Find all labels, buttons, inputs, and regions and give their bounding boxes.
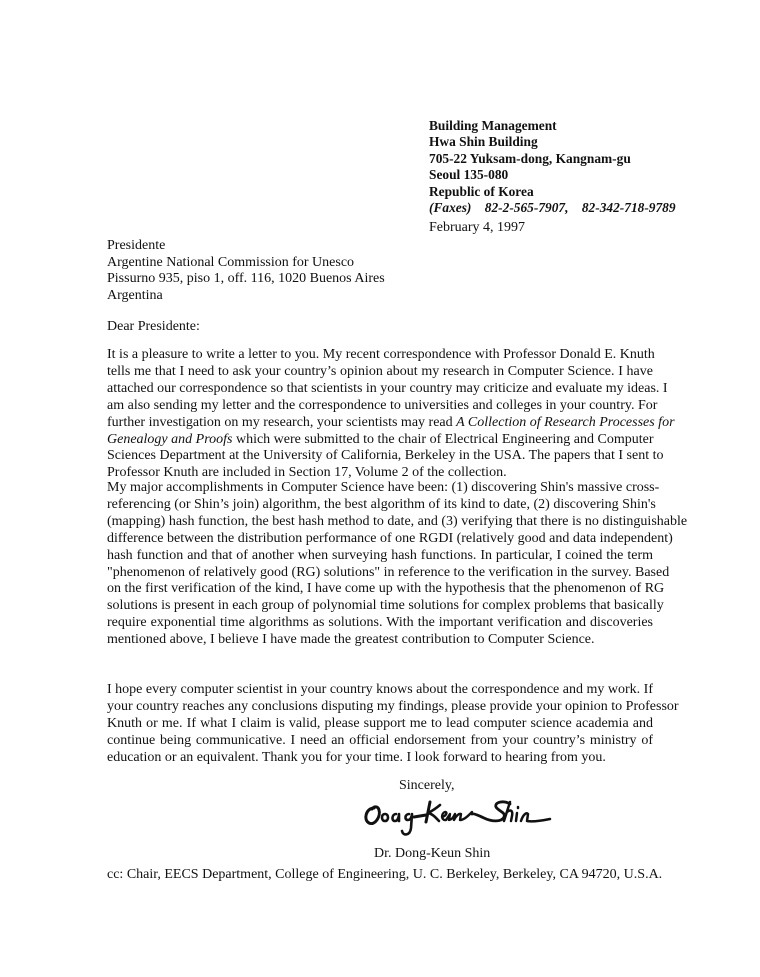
recipient-line: Pissurno 935, piso 1, off. 116, 1020 Buenos Aires <box>107 271 385 287</box>
body-line: require exponential time algorithms as solutions. With the important verification and discoveries <box>107 615 653 631</box>
body-text: which were submitted to the chair of Electrical Engineering and Computer <box>232 431 654 447</box>
body-line: My major accomplishments in Computer Science have been: (1) discovering Shin's massive cross- <box>107 480 660 495</box>
body-line: attached our correspondence so that scientists in your country may criticize and evaluate my ideas. I <box>107 380 668 396</box>
body-line: I hope every computer scientist in your country knows about the correspondence and my work. If <box>107 682 653 697</box>
closing: Sincerely, <box>399 778 455 793</box>
recipient-line: Argentine National Commission for Unesco <box>107 254 355 270</box>
body-line: Professor Knuth are included in Section 17, Volume 2 of the collection. <box>107 465 507 481</box>
body-line: "phenomenon of relatively good (RG) solutions" in reference to the verification in the survey. Based <box>107 564 670 580</box>
body-text: further investigation on my research, your scientists may read <box>107 414 457 430</box>
body-paragraph-1 <box>107 347 675 482</box>
sender-address-block <box>429 118 676 216</box>
salutation: Dear Presidente: <box>107 319 200 334</box>
body-line: difference between the distribution performance of one RGDI (relatively good and data independent) <box>107 530 673 546</box>
sender-line: Building Management <box>429 118 557 133</box>
body-line: tells me that I need to ask your country’s opinion about my research in Computer Science. I have <box>107 363 653 379</box>
carbon-copy-line: cc: Chair, EECS Department, College of Engineering, U. C. Berkeley, Berkeley, CA 94720, U.S.A. <box>107 867 663 882</box>
signer-name: Dr. Dong-Keun Shin <box>374 846 491 861</box>
book-title: Genealogy and Proofs <box>107 431 233 447</box>
body-line <box>107 414 675 432</box>
body-line: education or an equivalent. Thank you for your time. I look forward to hearing from you. <box>107 749 606 765</box>
body-line: (mapping) hash function, the best hash method to date, and (3) verifying that there is no distinguishable <box>107 513 688 529</box>
body-line: solutions is present in each group of polynomial time solutions for complex problems that basically <box>107 598 664 614</box>
body-paragraph-2 <box>107 480 688 649</box>
recipient-line: Argentina <box>107 287 163 303</box>
sender-line: 705-22 Yuksam-dong, Kangnam-gu <box>429 150 631 166</box>
sender-line: Republic of Korea <box>429 183 534 199</box>
sender-line: Seoul 135-080 <box>429 167 509 183</box>
body-line <box>107 432 653 449</box>
handwritten-signature <box>360 796 580 840</box>
body-line: am also sending my letter and the correspondence to universities and colleges in your country. For <box>107 397 658 413</box>
body-line: Sciences Department at the University of California, Berkeley in the USA. The papers that I sent to <box>107 448 664 464</box>
sender-line: Hwa Shin Building <box>429 134 538 150</box>
recipient-line: Presidente <box>107 238 166 253</box>
body-line: It is a pleasure to write a letter to you. My recent correspondence with Professor Donald E. Knuth <box>107 347 655 362</box>
body-line: hash function and that of another when surveying hash functions. In particular, I coined the term <box>107 547 653 563</box>
letter-date: February 4, 1997 <box>429 220 526 235</box>
body-line: your country reaches any conclusions disputing my findings, please provide your opinion to Professor <box>107 698 679 714</box>
body-line: on the first verification of the kind, I have come up with the hypothesis that the phenomenon of RG <box>107 581 665 597</box>
sender-fax-numbers: (Faxes) 82-2-565-7907, 82-342-718-9789 <box>429 200 676 216</box>
book-title: A Collection of Research Processes for <box>456 414 675 430</box>
body-line: mentioned above, I believe I have made the greatest contribution to Computer Science. <box>107 632 595 648</box>
recipient-address-block <box>107 238 385 304</box>
body-line: referencing (or Shin’s join) algorithm, the best algorithm of its kind to date, (2) discovering Shin's <box>107 496 656 512</box>
body-line: Knuth or me. If what I claim is valid, please support me to lead computer science academia and <box>107 715 653 731</box>
body-paragraph-3 <box>107 682 679 767</box>
body-line: continue being communicative. I need an official endorsement from your country’s ministry of <box>107 732 653 748</box>
